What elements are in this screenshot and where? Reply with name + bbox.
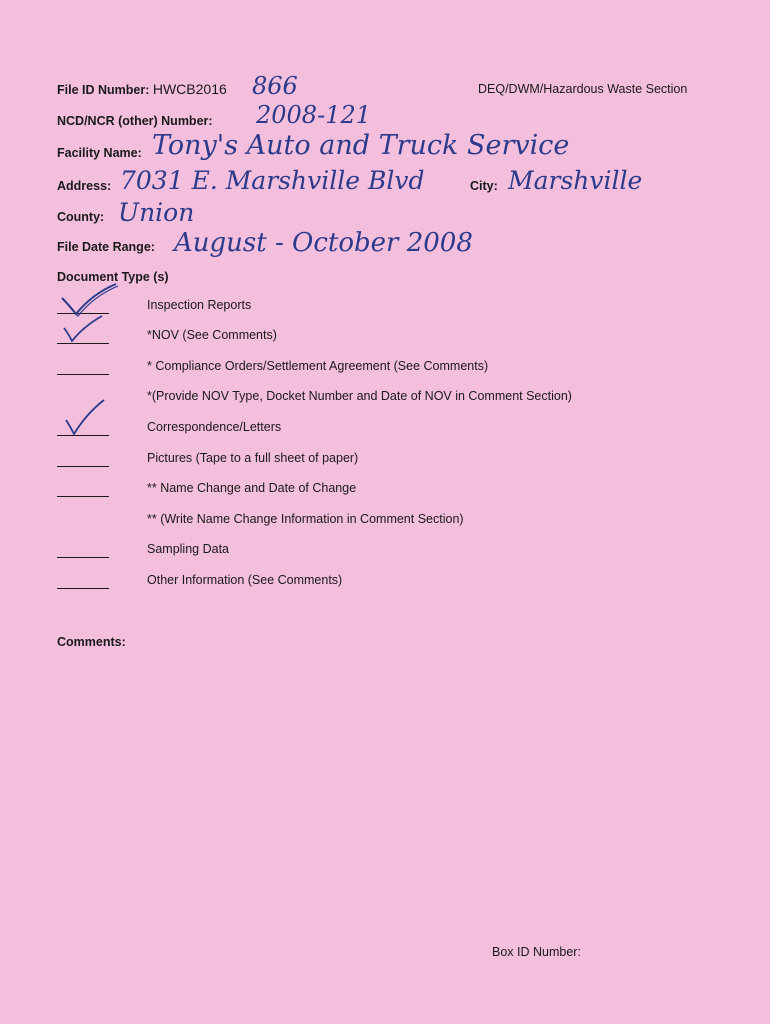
file-id-label: File ID Number: bbox=[57, 83, 150, 97]
doc-type-name-change: ** Name Change and Date of Change bbox=[147, 481, 357, 495]
doc-type-other-information: Other Information (See Comments) bbox=[147, 573, 343, 587]
doc-type-nov: *NOV (See Comments) bbox=[147, 328, 277, 342]
section-name: DEQ/DWM/Hazardous Waste Section bbox=[478, 82, 688, 96]
facility-value: Tony's Auto and Truck Service bbox=[152, 130, 570, 161]
file-id-row bbox=[57, 81, 227, 97]
county-label: County: bbox=[57, 210, 105, 224]
facility-label: Facility Name: bbox=[57, 146, 142, 160]
ncd-value: 2008-121 bbox=[256, 101, 371, 129]
comments-label: Comments: bbox=[57, 635, 126, 649]
doc-type-compliance-orders: * Compliance Orders/Settlement Agreement (See Comments) bbox=[147, 359, 489, 373]
checkbox-name-change[interactable] bbox=[57, 496, 109, 497]
checkmark-icon bbox=[58, 398, 110, 438]
date-range-value: August - October 2008 bbox=[174, 228, 473, 258]
doc-type-inspection-reports: Inspection Reports bbox=[147, 298, 252, 312]
address-label: Address: bbox=[57, 179, 112, 193]
file-id-handwritten: 866 bbox=[252, 72, 298, 100]
doc-type-sampling-data: Sampling Data bbox=[147, 542, 229, 556]
checkbox-pictures[interactable] bbox=[57, 466, 109, 467]
file-id-value: HWCB2016 bbox=[152, 81, 227, 97]
doc-type-nov-instructions: *(Provide NOV Type, Docket Number and Date of NOV in Comment Section) bbox=[147, 389, 572, 403]
city-value: Marshville bbox=[508, 166, 643, 195]
doc-type-label: Document Type (s) bbox=[57, 270, 169, 284]
checkbox-compliance-orders[interactable] bbox=[57, 374, 109, 375]
checkbox-sampling-data[interactable] bbox=[57, 557, 109, 558]
ncd-label: NCD/NCR (other) Number: bbox=[57, 114, 213, 128]
doc-type-pictures: Pictures (Tape to a full sheet of paper) bbox=[147, 451, 359, 465]
address-value: 7031 E. Marshville Blvd bbox=[120, 166, 425, 195]
checkmark-icon bbox=[58, 314, 108, 344]
checkbox-other-information[interactable] bbox=[57, 588, 109, 589]
doc-type-name-change-instructions: ** (Write Name Change Information in Comment Section) bbox=[147, 512, 464, 526]
city-label: City: bbox=[470, 179, 498, 193]
box-id-label: Box ID Number: bbox=[492, 945, 581, 959]
county-value: Union bbox=[118, 198, 195, 227]
doc-type-correspondence: Correspondence/Letters bbox=[147, 420, 282, 434]
date-range-label: File Date Range: bbox=[57, 240, 155, 254]
